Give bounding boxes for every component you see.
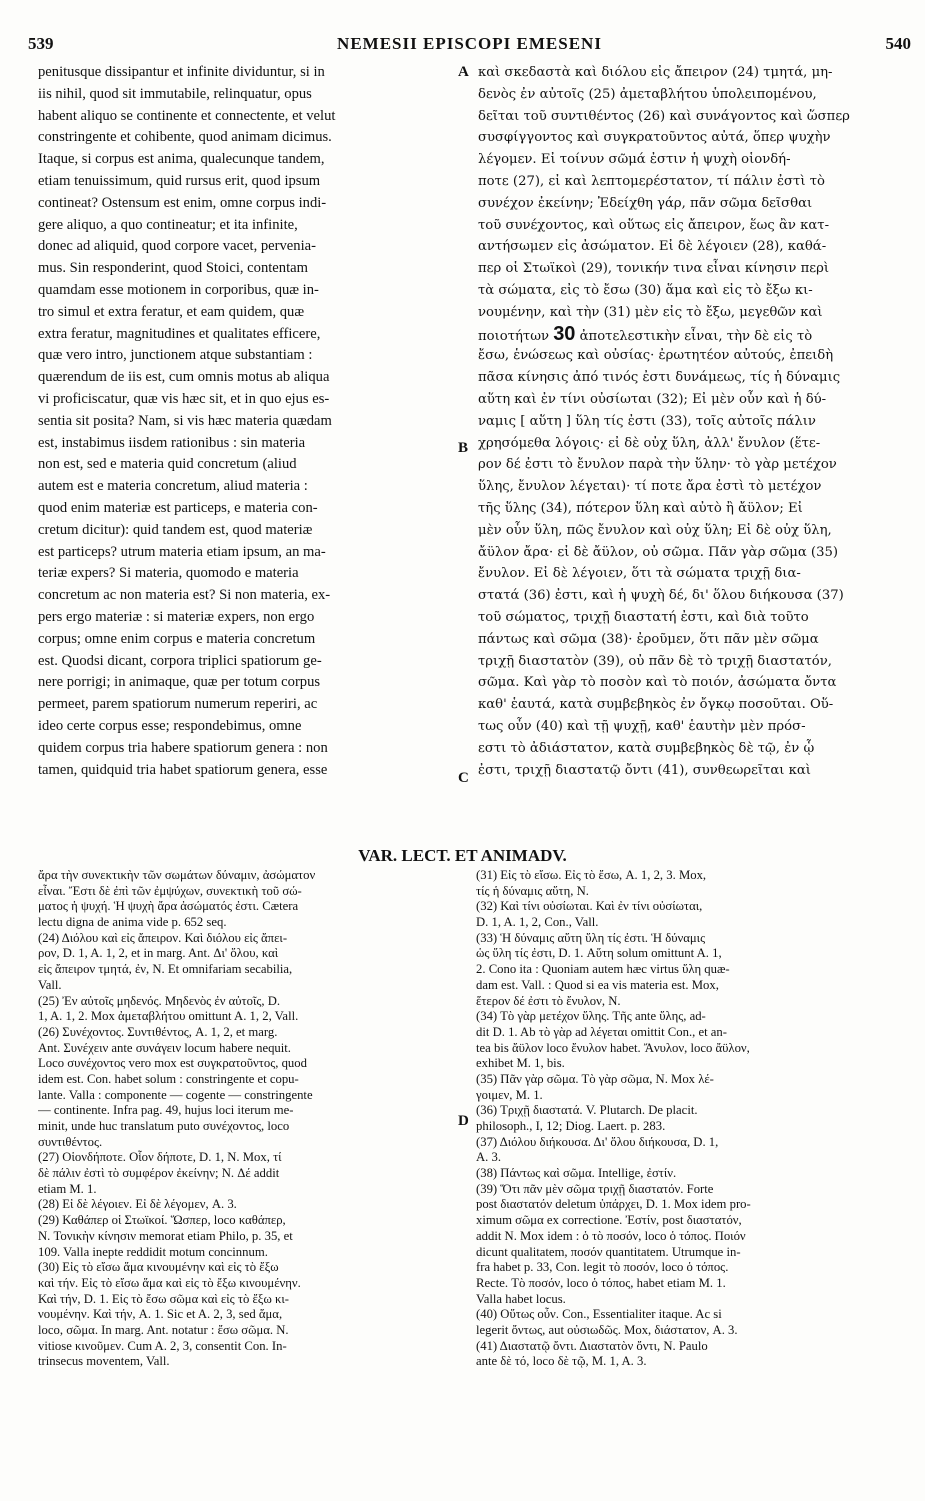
note-line: (26) Συνέχοντος. Συντιθέντος, A. 1, 2, et marg. — [38, 1024, 278, 1039]
latin-text-line: est. Quodsi dicant, corpora triplici spatiorum ge- — [38, 652, 322, 669]
note-line: dicunt qualitatem, ποσόν quantitatem. Utrumque in- — [476, 1244, 741, 1259]
note-line: Valla habet locus. — [476, 1291, 566, 1306]
greek-text-line: δεῖται τοῦ συντιθέντος (26) καὶ συνάγοντος καὶ ὥσπερ — [478, 108, 850, 124]
latin-text-line: pers ergo materiæ : si materiæ expers, non ergo — [38, 608, 315, 625]
greek-text-line: λέγομεν. Εἰ τοίνυν σῶμά ἐστιν ἡ ψυχὴ οἱονδή- — [478, 152, 791, 168]
note-line: (40) Οὕτως οὖν. Con., Essentialiter itaque. Ac si — [476, 1307, 722, 1322]
greek-text-segment: ἀποτελεστικὴν εἶναι, τὴν δὲ εἰς τὸ — [579, 328, 813, 344]
latin-text-line: cretum dicitur): quid tandem est, quod materiæ — [38, 521, 313, 538]
latin-text-line: mus. Sin responderint, quod Stoici, contentam — [38, 260, 308, 277]
latin-text-line: non est, sed e materia quid concretum (aliud — [38, 456, 297, 473]
greek-text-line: ρον δέ ἐστι τὸ ἔνυλον παρὰ τὴν ὕλην· τὸ γὰρ μετέχον — [478, 457, 837, 473]
greek-text-line: τως οὖν (40) καὶ τῇ ψυχῇ, καθ' ἑαυτὴν μὲν πρόσ- — [478, 718, 806, 734]
latin-text-line: donec ad aliquid, quod corpore vacet, pervenia- — [38, 238, 316, 255]
greek-text-line: μὲν οὖν ὕλη, πῶς ἔνυλον καὶ οὐχ ὕλη; Εἰ δὲ οὐχ ὕλη, — [478, 522, 832, 538]
latin-text-line: habent aliquo se continente et connectente, et velut — [38, 107, 336, 124]
right-page-number: 540 — [885, 34, 911, 53]
note-line: ἕτερον δέ ἐστι τὸ ἔνυλον, N. — [476, 993, 621, 1008]
greek-text-line: τριχῇ διαστατὸν (39), οὐ πᾶν δὲ τὸ τριχῇ διαστατόν, — [478, 653, 832, 669]
notes-heading: VAR. LECT. ET ANIMADV. — [358, 846, 567, 865]
greek-text-line: χρησόμεθα λόγοις· εἰ δὲ οὐχ ὕλη, ἀλλ' ἔνυλον (ἕτε- — [478, 435, 821, 451]
latin-text-line: contineat? Ostensum est enim, omne corpus indi- — [38, 194, 327, 211]
latin-text-line: concretum ac non materia est? Si non materia, ex- — [38, 587, 331, 604]
note-line: καὶ τήν. Εἰς τὸ εἴσω ἅμα καὶ εἰς τὸ ἔξω κινουμένην. — [38, 1275, 301, 1290]
greek-text-line: ἄϋλον ἄρα· εἰ δὲ ἄϋλον, οὐ σῶμα. Πᾶν γὰρ σῶμα (35) — [478, 544, 839, 560]
margin-marker-a: A — [458, 64, 469, 80]
note-line: A. 3. — [476, 1150, 502, 1165]
note-line: γοιμεν, M. 1. — [476, 1087, 543, 1102]
left-page-number: 539 — [28, 34, 54, 53]
latin-column — [38, 62, 456, 781]
note-line: dit D. 1. Ab τὸ γὰρ ad λέγεται omittit Con., et an- — [476, 1024, 727, 1039]
note-line: 109. Valla inepte reddidit motum concinnum. — [38, 1244, 268, 1259]
notes-left-column — [38, 868, 456, 1370]
greek-text-line: ἔσω, ἑνώσεως καὶ οὐσίας· ἐρωτητέον αὐτούς, ἐπειδὴ — [478, 348, 834, 364]
latin-text-line: iis nihil, quod sit immutabile, relinquatur, opus — [38, 85, 312, 102]
note-line: trinsecus moventem, Vall. — [38, 1354, 170, 1369]
latin-text-line: corpus; omne enim corpus e materia concretum — [38, 630, 316, 647]
note-line: νουμένην. Καὶ τήν, A. 1. Sic et A. 2, 3, sed ἅμα, — [38, 1307, 283, 1322]
latin-text-line: permeet, parem spatiorum numerum reperiri, ac — [38, 696, 318, 713]
note-line: loco, σῶμα. In marg. Ant. notatur : ἔσω σῶμα. N. — [38, 1322, 289, 1337]
greek-text-line: εστι τὸ ἀδιάστατον, κατὰ συμβεβηκὸς δὲ τῷ, ἐν ᾧ — [478, 740, 815, 756]
greek-text-line: τῆς ὕλης (34), πότερον ὕλη καὶ αὐτὸ ἢ ἄϋλον; Εἰ — [478, 500, 803, 516]
note-line: etiam M. 1. — [38, 1181, 97, 1196]
note-line: lante. Valla : componente — cogente — constringente — [38, 1087, 313, 1102]
latin-text-line: ideo certe corpus esse; respondebimus, omne — [38, 717, 302, 734]
greek-text-line: νουμένην, καὶ τὴν (31) μὲν εἰς τὸ ἔξω, μεγεθῶν καὶ — [478, 304, 823, 320]
notes-right-column — [476, 868, 920, 1370]
note-line: idem est. Con. habet solum : constringente et copu- — [38, 1071, 299, 1086]
note-line: (37) Διόλου διήκουσα. Δι' ὅλου διήκουσα, D. 1, — [476, 1134, 719, 1149]
note-line: fra habet p. 33, Con. legit τὸ ποσόν, loco ὁ τόπος. — [476, 1260, 729, 1275]
note-line: (35) Πᾶν γὰρ σῶμα. Τὸ γὰρ σῶμα, N. Mox λέ- — [476, 1071, 714, 1086]
note-line: (31) Εἰς τὸ εἴσω. Εἰς τὸ ἔσω, A. 1, 2, 3. Mox, — [476, 868, 707, 882]
latin-text-line: autem est e materia concretum, aliud materia : — [38, 478, 308, 495]
note-line: εἰς ἄπειρον τμητά, ἐν, N. Et omnifariam secabilia, — [38, 962, 293, 977]
greek-text-line: ναμις [ αὕτη ] ὕλη τίς ἐστι (33), τοῖς αὐτοῖς πάλιν — [478, 413, 816, 429]
note-line: 2. Cono ita : Quoniam autem hæc virtus ὕλη quæ- — [476, 962, 730, 977]
note-line: δὲ πάλιν ἐστὶ τὸ συμφέρον ἐκείνην; N. Δέ addit — [38, 1166, 280, 1181]
greek-text-line: τοῦ σώματος, τριχῇ διαστατή ἐστι, καὶ διὰ τοῦτο — [478, 609, 809, 625]
running-header — [28, 34, 911, 58]
latin-text-line: etiam tenuissimum, quid rursus erit, quod ipsum — [38, 172, 321, 189]
latin-text-line: teriæ expers? Si materia, quomodo e materia — [38, 565, 299, 582]
latin-text-line: est, instabimus iisdem rationibus : sin materia — [38, 434, 306, 451]
note-line: (27) Οἱονδήποτε. Οἷον δήποτε, D. 1, N. Mox, τί — [38, 1150, 282, 1165]
note-line: Ant. Συνέχειν ante συνάγειν locum habere nequit. — [38, 1040, 291, 1055]
note-line: (24) Διόλου καὶ εἰς ἄπειρον. Καὶ διόλου εἰς ἄπει- — [38, 930, 288, 945]
note-line: ματος ἡ ψυχή. Ἡ ψυχὴ ἄρα ἀσώματός ἐστι. Cætera — [38, 899, 299, 914]
latin-text-line: tamen, quidquid tria habet spatiorum genera, esse — [38, 761, 328, 778]
note-line: philosoph., I, 12; Diog. Laert. p. 283. — [476, 1119, 666, 1133]
latin-text-line: tro simul et extra feratur, et eam quidem, quæ — [38, 303, 305, 320]
greek-text-line: καθ' ἑαυτά, κατὰ συμβεβηκὸς ἐν ὄγκῳ ποσοῦται. Οὕ- — [478, 697, 834, 713]
latin-text-line: vi proficiscatur, quæ vis hæc sit, et in quo ejus es- — [38, 390, 330, 407]
greek-text-line: περ οἱ Στωϊκοὶ (29), τονικήν τινα εἶναι κίνησιν περὶ — [478, 261, 830, 277]
greek-text-line: στατά (36) ἐστι, καὶ ἡ ψυχὴ δέ, δι' ὅλου διήκουσα (37) — [478, 588, 844, 604]
greek-text-line: ἐστι, τριχῇ διαστατῷ ὄντι (41), συνθεωρεῖται καὶ — [478, 762, 811, 778]
running-title: NEMESII EPISCOPI EMESENI — [337, 34, 602, 53]
greek-text-line: ποτε (27), εἰ καὶ λεπτομερέστατον, τί πάλιν ἐστὶ τὸ — [478, 173, 825, 189]
note-line: (32) Καὶ τίνι οὐσίωται. Καὶ ἐν τίνι οὐσίωται, — [476, 899, 703, 914]
greek-text-line — [478, 324, 920, 346]
note-line: Καὶ τήν, D. 1. Εἰς τὸ ἔσω σῶμα καὶ εἰς τὸ ἔξω κι- — [38, 1291, 290, 1306]
note-line: τίς ἡ δύναμις αὕτη, N. — [476, 883, 589, 898]
margin-marker-b: B — [458, 440, 469, 456]
margin-marker-c: C — [458, 770, 469, 786]
note-line: (25) Ἐν αὐτοῖς μηδενός. Μηδενὸς ἐν αὐτοῖς, D. — [38, 993, 281, 1008]
latin-text-line: quidem corpus tria habere spatiorum genera : non — [38, 739, 328, 756]
note-line: minit, unde huc translatum puto συνέχοντος, loco — [38, 1119, 290, 1133]
note-line: post διαστατόν deletum ὑπάρχει, D. 1. Mox idem pro- — [476, 1197, 751, 1212]
note-line: lectu digna de anima vide p. 652 seq. — [38, 915, 227, 930]
note-line: (29) Καθάπερ οἱ Στωϊκοί. Ὥσπερ, loco καθάπερ, — [38, 1213, 286, 1228]
note-line: tea bis ἄϋλον loco ἔνυλον habet. Ἄνυλον, loco ἄϋλον, — [476, 1040, 750, 1055]
note-line: συντιθέντος. — [38, 1134, 103, 1149]
note-line: ρον, D. 1, A. 1, 2, et in marg. Ant. Δι' ὅλου, καὶ — [38, 946, 279, 961]
note-line: addit N. Mox idem : ὁ τὸ ποσόν, loco ὁ τόπος. Ποιόν — [476, 1228, 746, 1243]
latin-text-line: gere aliquo, a quo contineatur; et ita infinite, — [38, 216, 298, 233]
note-line: exhibet M. 1, bis. — [476, 1056, 565, 1071]
note-line: Recte. Τὸ ποσόν, loco ὁ τόπος, habet etiam M. 1. — [476, 1275, 726, 1290]
latin-text-line: penitusque dissipantur et infinite dividuntur, si in — [38, 64, 325, 80]
latin-text-line: quamdam esse motionem in corporibus, quæ in- — [38, 281, 319, 298]
note-line: (36) Τριχῇ διαστατά. V. Plutarch. De placit. — [476, 1103, 698, 1118]
greek-text-line: συσφίγγοντος καὶ συγκρατοῦντος αὐτά, ὅπερ ψυχὴν — [478, 130, 831, 146]
latin-text-line: nere porrigi; in animaque, quæ per totum corpus — [38, 674, 321, 691]
note-line: εἶναι. Ἔστι δὲ ἐπὶ τῶν ἐμψύχων, συνεκτικὴ τοῦ σώ- — [38, 883, 302, 898]
latin-text-line: Itaque, si corpus est anima, qualecunque tandem, — [38, 151, 325, 168]
note-line: D. 1, A. 1, 2, Con., Vall. — [476, 915, 599, 930]
greek-text-line: συνέχον ἐκείνην; Ἐδείχθη γάρ, πᾶν σῶμα δεῖσθαι — [478, 195, 813, 211]
greek-text-line: τὰ σώματα, εἰς τὸ ἔσω (30) ἅμα καὶ εἰς τὸ ἔξω κι- — [478, 282, 813, 298]
greek-text-line: πᾶσα κίνησις ἀπό τινός ἐστι δυνάμεως, τίς ἡ δύναμις — [478, 370, 841, 386]
greek-text-line: ἔνυλον. Εἰ δὲ λέγοιεν, ὅτι τὰ σώματα τριχῇ δια- — [478, 566, 801, 582]
note-line: ante δὲ τό, loco δὲ τῷ, M. 1, A. 3. — [476, 1354, 647, 1369]
note-line: ὡς ὕλη τίς ἐστι, D. 1. Αὕτη solum omittunt A. 1, — [476, 946, 722, 961]
greek-text-line: αντήσωμεν εἰς ἀσώματον. Εἰ δὲ λέγοιεν (28), καθά- — [478, 239, 827, 255]
greek-text-line: καὶ σκεδαστὰ καὶ διόλου εἰς ἄπειρον (24) τμητά, μη- — [478, 65, 833, 80]
note-line: (39) Ὅτι πᾶν μὲν σῶμα τριχῇ διαστατόν. Forte — [476, 1181, 714, 1196]
note-line: Loco συνέχοντος vero mox est συγκρατοῦντος, quod — [38, 1056, 307, 1071]
note-line: (38) Πάντως καὶ σῶμα. Intellige, ἐστίν. — [476, 1166, 677, 1181]
note-line: Vall. — [38, 977, 62, 992]
greek-text-line: ὕλης, ἔνυλον λέγεται)· τί ποτε ἄρα ἐστὶ τὸ μετέχον — [478, 479, 822, 495]
latin-text-line: quæ vero intro, junctionem atque substantiam : — [38, 347, 313, 364]
latin-text-line: extra feratur, magnitudines et qualitates efficere, — [38, 325, 321, 342]
greek-text-line: σῶμα. Καὶ γὰρ τὸ ποσὸν καὶ τὸ ποιόν, ἀσώματα ὄντα — [478, 675, 837, 691]
greek-text-line: αὕτη καὶ ἐν τίνι οὐσίωται (32); Εἰ μὲν οὖν καὶ ἡ δύ- — [478, 391, 827, 407]
note-line: (33) Ἡ δύναμις αὕτη ὕλη τίς ἐστι. Ἡ δύναμις — [476, 930, 706, 945]
greek-text-line: πάντως καὶ σῶμα (38)· ἐροῦμεν, ὅτι πᾶν μὲν σῶμα — [478, 631, 819, 647]
note-line: (34) Τὸ γὰρ μετέχον ὕλης. Τῆς ante ὕλης, ad- — [476, 1009, 706, 1024]
section-number: 30 — [553, 322, 576, 345]
note-line: (30) Εἰς τὸ εἴσω ἅμα κινουμένην καὶ εἰς τὸ ἔξω — [38, 1260, 279, 1275]
greek-text-line: τοῦ συνέχοντος, καὶ οὕτως εἰς ἄπειρον, ἕως ἂν κατ- — [478, 217, 830, 233]
latin-text-line: quærendum de iis est, cum omnis motus ab aliqua — [38, 369, 330, 386]
note-line: (28) Εἰ δὲ λέγοιεν. Εἰ δὲ λέγομεν, A. 3. — [38, 1197, 237, 1212]
note-line: legerit ὄντως, aut οὐσιωδῶς. Mox, διάστατον, A. 3. — [476, 1322, 738, 1337]
note-line: N. Τονικὴν κίνησιν memorat etiam Philo, p. 35, et — [38, 1228, 293, 1243]
greek-column — [478, 62, 920, 781]
note-line: (41) Διαστατῷ ὄντι. Διαστατὸν ὄντι, N. Paulo — [476, 1338, 708, 1353]
note-line: 1, A. 1, 2. Mox ἀμεταβλήτου omittunt A. 1, 2, Vall. — [38, 1009, 299, 1024]
latin-text-line: est particeps? utrum materia etiam ipsum, an ma- — [38, 543, 326, 560]
note-line: dam est. Vall. : Quod si ea vis materia est. Mox, — [476, 977, 719, 992]
margin-marker-d: D — [458, 1113, 469, 1129]
latin-text-line: quod enim materiæ est particeps, e materia con- — [38, 499, 318, 516]
note-line: — continente. Infra pag. 49, hujus loci iterum me- — [38, 1103, 294, 1118]
latin-text-line: sentia sit posita? Nam, si vis hæc materia quædam — [38, 412, 332, 429]
greek-text-segment: ποιοτήτων — [478, 328, 549, 344]
note-line: vitiose κινοῦμεν. Cum A. 2, 3, consentit Con. In- — [38, 1338, 287, 1353]
note-line: ἄρα τὴν συνεκτικὴν τῶν σωμάτων δύναμιν, ἀσώματον — [38, 868, 316, 882]
note-line: ximum σῶμα ex correctione. Ἐστίν, post διαστατόν, — [476, 1213, 742, 1228]
greek-text-line: δενὸς ἐν αὐτοῖς (25) ἀμεταβλήτου ὑπολειπομένου, — [478, 86, 817, 102]
latin-text-line: constringente et cohibente, quod animam dicimus. — [38, 129, 332, 146]
